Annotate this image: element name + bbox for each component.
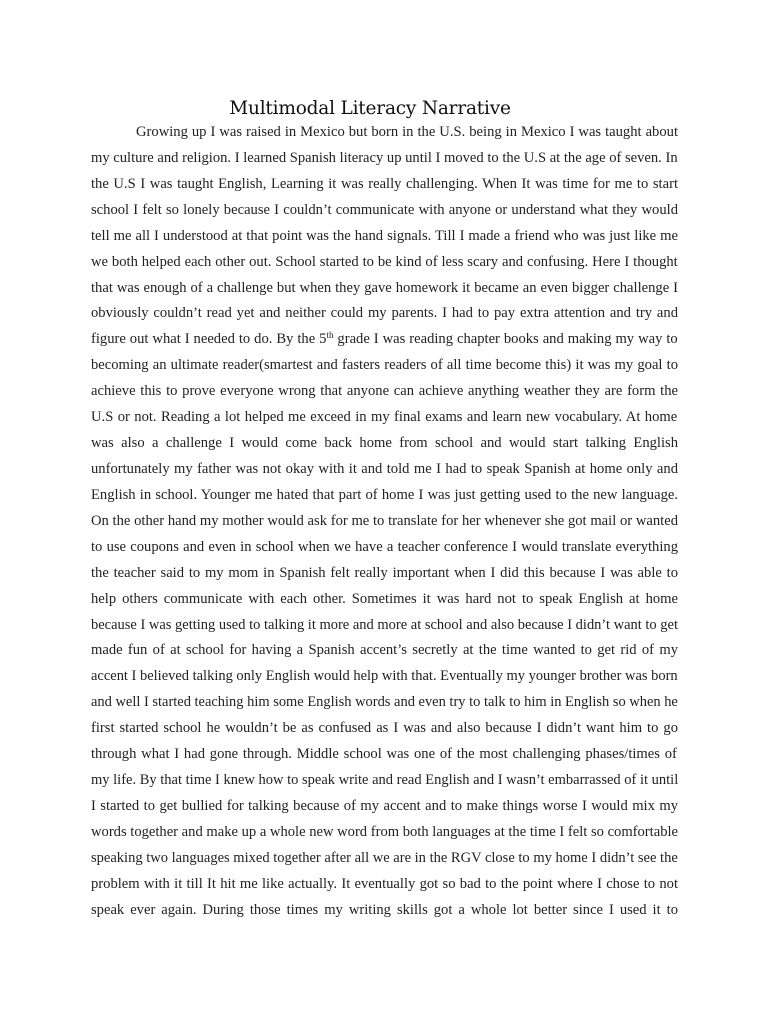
text-line — [91, 120, 678, 146]
text-line-content: to use coupons and even in school when we have a teacher conference I would translate everything — [91, 538, 678, 555]
text-line — [91, 587, 678, 613]
text-line-content: made fun of at school for having a Spanish accent’s secretly at the time wanted to get rid of my — [91, 642, 678, 659]
text-line — [91, 820, 678, 846]
text-line — [91, 198, 678, 224]
text-line-content: first started school he wouldn’t be as confused as I was and also because I didn’t want him to go — [91, 720, 678, 737]
text-line-content: my life. By that time I knew how to speak write and read English and I wasn’t embarrassed of it until — [91, 772, 679, 789]
text-line-content: Growing up I was raised in Mexico but born in the U.S. being in Mexico I was taught about — [136, 124, 678, 140]
text-line-content: my culture and religion. I learned Spanish literacy up until I moved to the U.S at the age of seven. In — [91, 149, 678, 166]
text-line-content: and well I started teaching him some English words and even try to talk to him in English so when he — [91, 694, 678, 711]
ordinal-superscript: th — [326, 330, 334, 341]
text-line-content: On the other hand my mother would ask for me to translate for her whenever she got mail or wanted — [91, 512, 678, 529]
text-line-content: speaking two languages mixed together after all we are in the RGV close to my home I didn’t see the — [91, 849, 678, 866]
text-line-content: words together and make up a whole new word from both languages at the time I felt so comfortable — [91, 823, 678, 840]
text-line-content: the teacher said to my mom in Spanish felt really important when I did this because I was able to — [91, 564, 678, 581]
text-line-content: accent I believed talking only English would help with that. Eventually my younger brother was born — [91, 668, 678, 685]
text-line — [91, 276, 678, 302]
text-line-content: speak ever again. During those times my writing skills got a whole lot better since I used it to — [91, 901, 678, 918]
text-line-content: that was enough of a challenge but when they gave homework it became an even bigger challenge I — [91, 279, 678, 296]
text-line-with-superscript — [91, 327, 678, 353]
text-line-content: achieve this to prove everyone wrong that anyone can achieve anything weather they are form the — [91, 383, 678, 400]
text-line — [91, 172, 678, 198]
text-line-part: grade I was reading chapter books and making my way to — [333, 331, 678, 348]
text-line-part: figure out what I needed to do. By the 5 — [91, 331, 327, 348]
text-line — [91, 457, 678, 483]
text-line-content: because I was getting used to talking it more and more at school and also because I didn’t want to get — [91, 616, 678, 633]
text-line — [91, 250, 678, 276]
text-line — [91, 561, 678, 587]
text-line-content: I started to get bullied for talking because of my accent and to make things worse I would mix my — [91, 797, 678, 814]
text-line — [91, 716, 678, 742]
text-line-content: through what I had gone through. Middle school was one of the most challenging phases/times of — [91, 746, 677, 763]
text-line — [91, 768, 678, 794]
text-line — [91, 483, 678, 509]
text-line-content: obviously couldn’t read yet and neither could my parents. I had to pay extra attention and try and — [91, 305, 678, 322]
text-line — [91, 509, 678, 535]
text-line — [91, 353, 678, 379]
text-line — [91, 224, 678, 250]
text-line-content: help others communicate with each other. Sometimes it was hard not to speak English at home — [91, 590, 678, 607]
text-line — [91, 379, 678, 405]
text-line-content: tell me all I understood at that point was the hand signals. Till I made a friend who was just like me — [91, 227, 678, 244]
text-line — [91, 638, 678, 664]
text-line-content: the U.S I was taught English, Learning it was really challenging. When It was time for me to start — [91, 175, 678, 192]
text-line — [91, 690, 678, 716]
text-line — [91, 301, 678, 327]
text-line-content: we both helped each other out. School started to be kind of less scary and confusing. Here I thought — [91, 253, 678, 270]
text-line-content: becoming an ultimate reader(smartest and fasters readers of all time become this) it was my goal to — [91, 357, 678, 374]
text-line — [91, 872, 678, 898]
text-line-content: school I felt so lonely because I couldn’t communicate with anyone or understand what they would — [91, 201, 678, 218]
text-line — [91, 898, 678, 924]
text-line-content: U.S or not. Reading a lot helped me exceed in my final exams and learn new vocabulary. At home — [91, 409, 678, 426]
text-line — [91, 664, 678, 690]
text-line — [91, 742, 678, 768]
text-line — [91, 535, 678, 561]
text-line — [91, 405, 678, 431]
text-line-content: unfortunately my father was not okay with it and told me I had to speak Spanish at home only and — [91, 460, 678, 477]
document-title: Multimodal Literacy Narrative — [229, 98, 511, 119]
text-line — [91, 146, 678, 172]
text-line-content: English in school. Younger me hated that part of home I was just getting used to the new language. — [91, 486, 678, 503]
text-line — [91, 846, 678, 872]
body-text — [91, 120, 678, 924]
text-line-content: problem with it till It hit me like actually. It eventually got so bad to the point where I chose to not — [91, 875, 678, 892]
text-line — [91, 613, 678, 639]
text-line — [91, 794, 678, 820]
text-line-content: was also a challenge I would come back home from school and would start talking English — [91, 435, 678, 452]
text-line — [91, 431, 678, 457]
